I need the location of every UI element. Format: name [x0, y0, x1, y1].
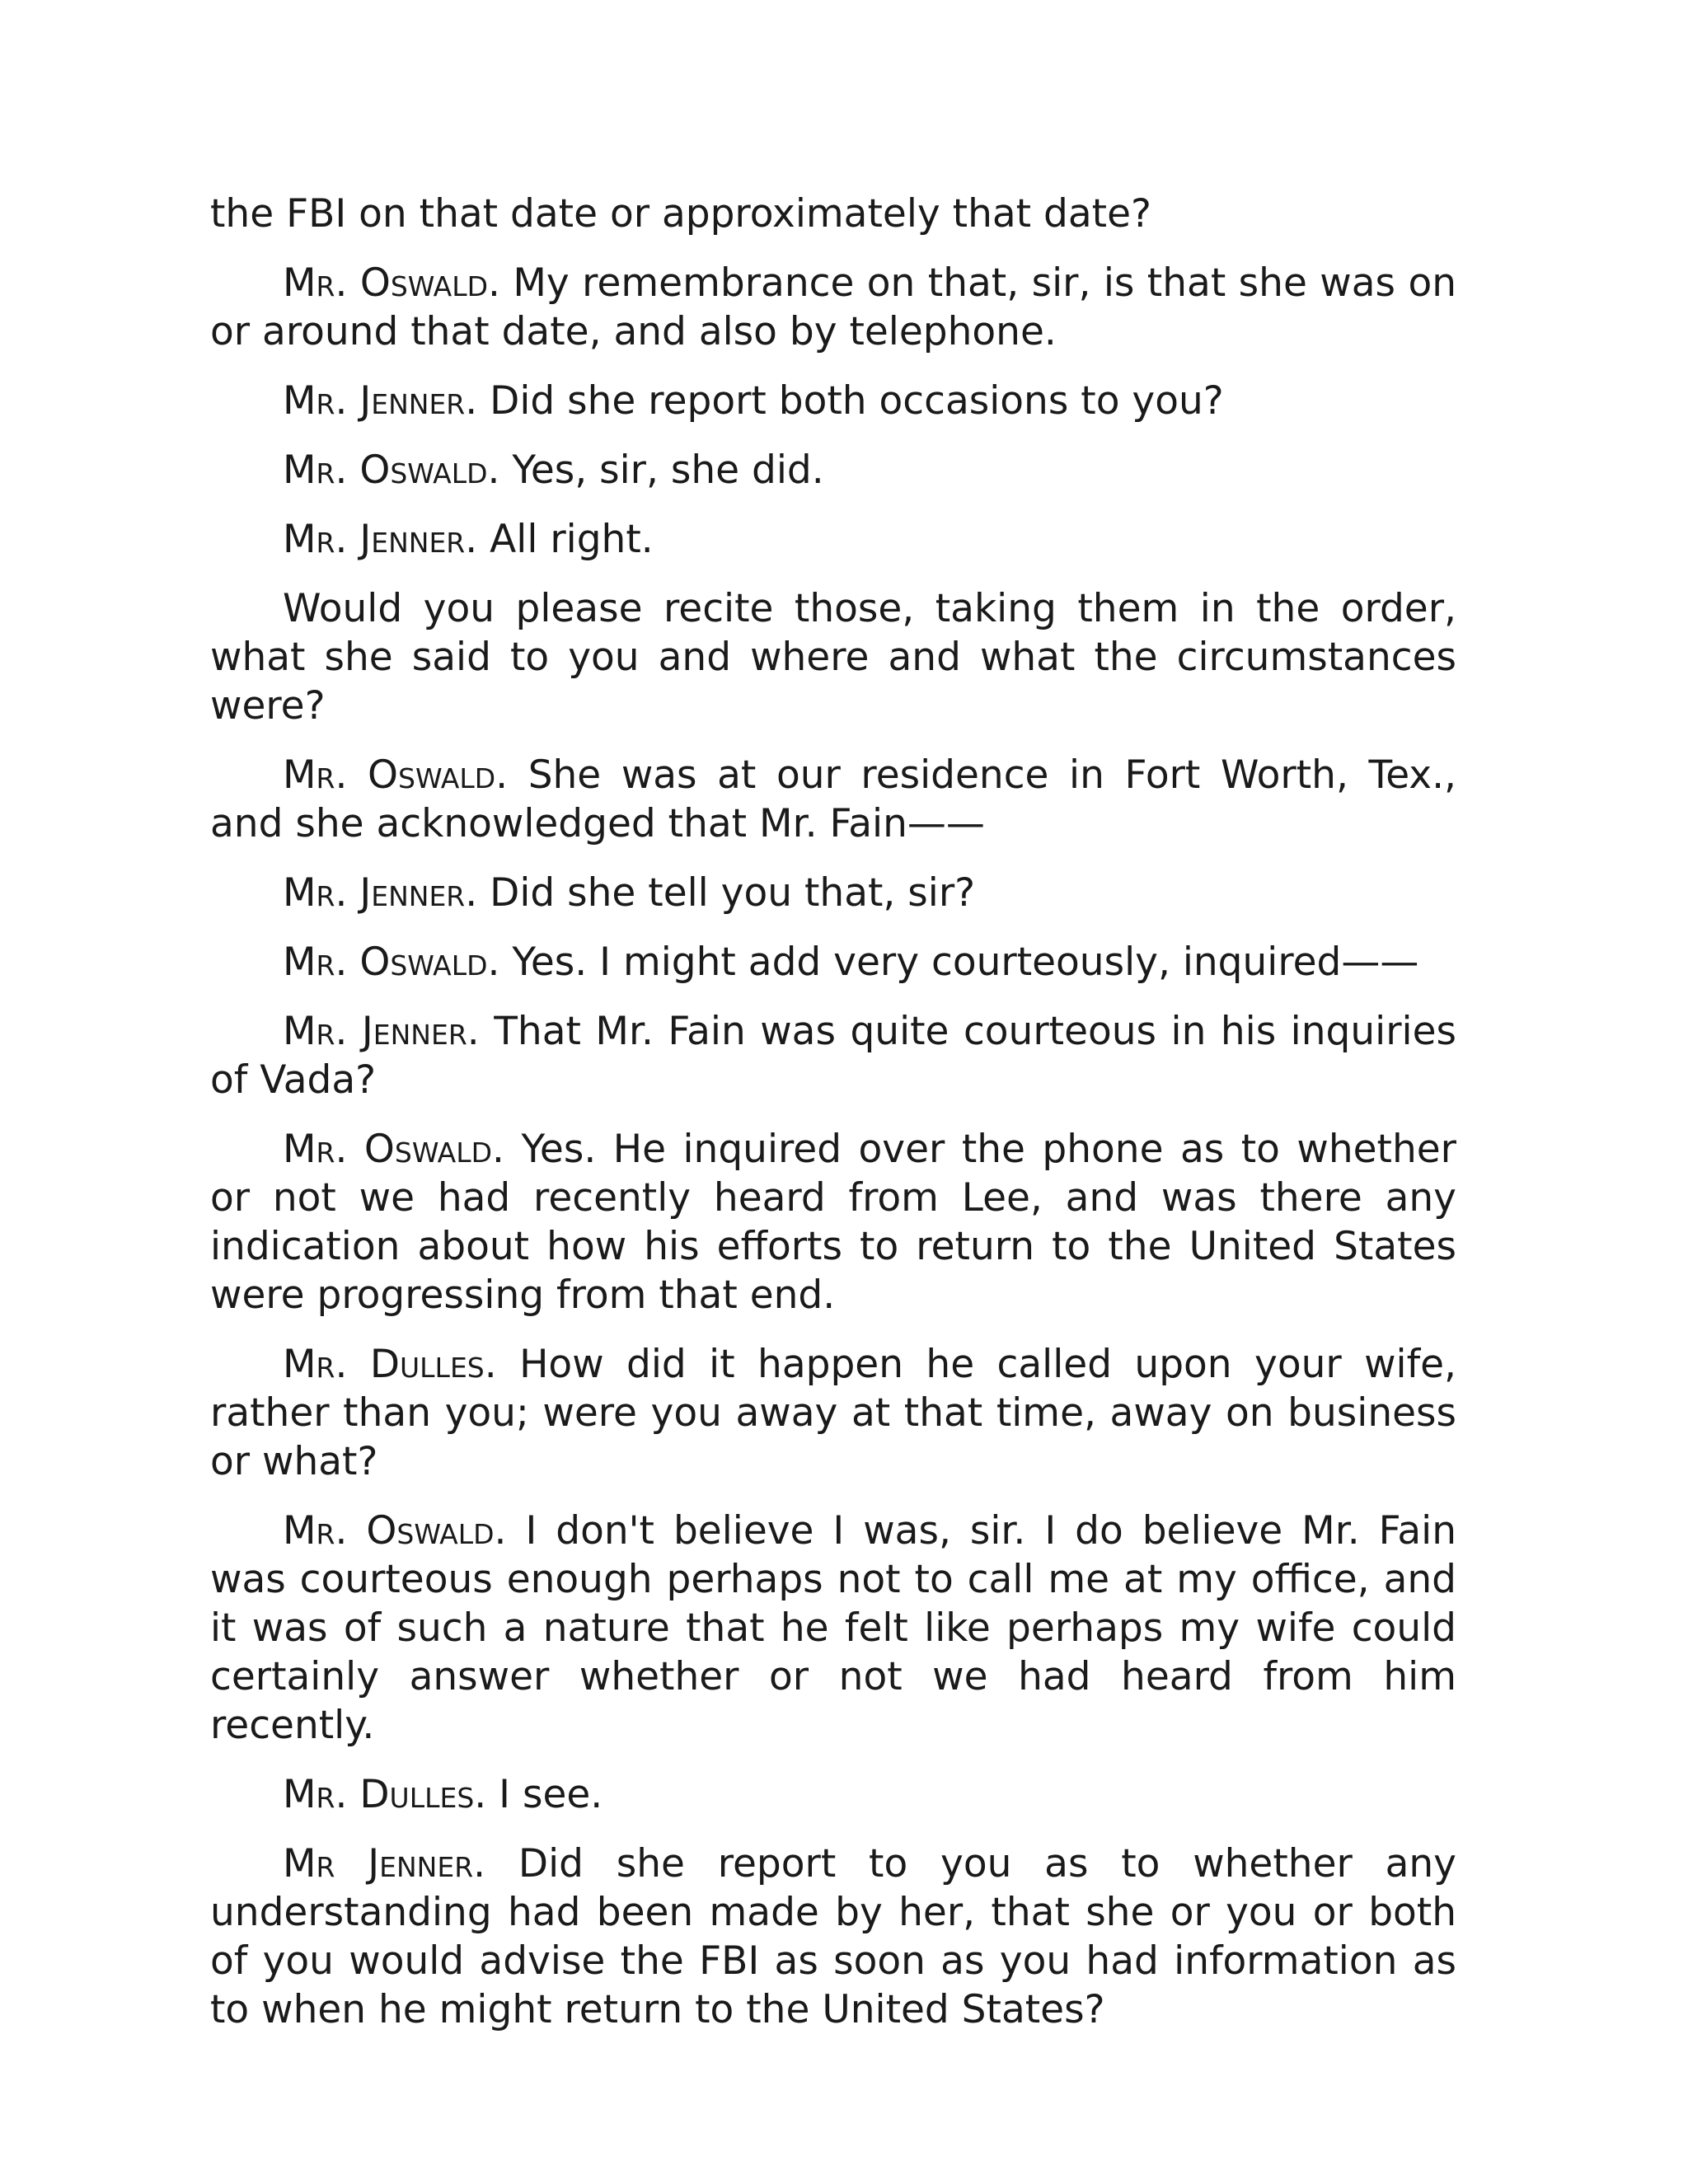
transcript-paragraph: [210, 190, 1456, 238]
transcript-paragraph: [210, 446, 1456, 494]
speaker-name: Mr. Dulles.: [283, 1342, 497, 1387]
speaker-name: Mr. Jenner.: [283, 517, 478, 562]
paragraph-text: Did she report to you as to whether any understanding had been made by her, that she or you or both of you would advise the FBI as soon as you had information as to when he might return to the United States?: [210, 1841, 1456, 2032]
speaker-name: Mr. Oswald.: [283, 448, 500, 493]
transcript-page: [210, 190, 1456, 2055]
paragraph-text: My remembrance on that, sir, is that she was on or around that date, and also by telephone.: [210, 260, 1456, 354]
paragraph-text: How did it happen he called upon your wife, rather than you; were you away at that time, away on business or what?: [210, 1342, 1456, 1484]
speaker-name: Mr. Oswald.: [283, 940, 500, 985]
speaker-name: Mr. Oswald.: [283, 260, 500, 306]
speaker-name: Mr. Oswald.: [283, 1508, 507, 1554]
speaker-name: Mr. Oswald.: [283, 1127, 504, 1172]
speaker-name: Mr Jenner.: [283, 1841, 486, 1886]
paragraph-text: Yes. He inquired over the phone as to whether or not we had recently heard from Lee, and was there any indication about how his efforts to return to the United States were progressing from that end.: [210, 1127, 1457, 1318]
transcript-paragraph: [210, 1125, 1456, 1319]
paragraph-text: the FBI on that date or approximately that date?: [210, 191, 1151, 237]
paragraph-text: All right.: [490, 517, 654, 562]
paragraph-text: I don't believe I was, sir. I do believe Mr. Fain was courteous enough perhaps not to call me at my office, and it was of such a nature that he felt like perhaps my wife could certainly answer whether or not we had heard from him recently.: [210, 1508, 1456, 1748]
paragraph-text: Did she report both occasions to you?: [490, 378, 1224, 424]
speaker-name: Mr. Jenner.: [283, 1009, 480, 1054]
transcript-paragraph: [210, 1840, 1456, 2034]
transcript-paragraph: [210, 751, 1456, 848]
transcript-paragraph: [210, 1340, 1456, 1486]
paragraph-text: Yes. I might add very courteously, inquired——: [512, 940, 1419, 985]
transcript-paragraph: [210, 1007, 1456, 1104]
transcript-paragraph: [210, 377, 1456, 425]
transcript-paragraph: [210, 869, 1456, 917]
speaker-name: Mr. Jenner.: [283, 870, 478, 916]
paragraph-text: Yes, sir, she did.: [512, 448, 824, 493]
paragraph-text: I see.: [499, 1772, 603, 1817]
transcript-paragraph: [210, 938, 1456, 987]
paragraph-text: Did she tell you that, sir?: [490, 870, 976, 916]
paragraph-text: Would you please recite those, taking them in the order, what she said to you and where and what the circumstances were?: [210, 586, 1456, 729]
paragraph-text: She was at our residence in Fort Worth, Tex., and she acknowledged that Mr. Fain——: [210, 752, 1456, 846]
transcript-paragraph: [210, 584, 1456, 730]
speaker-name: Mr. Jenner.: [283, 378, 478, 424]
transcript-paragraph: [210, 515, 1456, 564]
paragraph-text: That Mr. Fain was quite courteous in his inquiries of Vada?: [210, 1009, 1456, 1103]
speaker-name: Mr. Dulles.: [283, 1772, 487, 1817]
transcript-paragraph: [210, 1507, 1456, 1750]
transcript-paragraph: [210, 1770, 1456, 1819]
speaker-name: Mr. Oswald.: [283, 752, 509, 798]
transcript-paragraph: [210, 259, 1456, 356]
